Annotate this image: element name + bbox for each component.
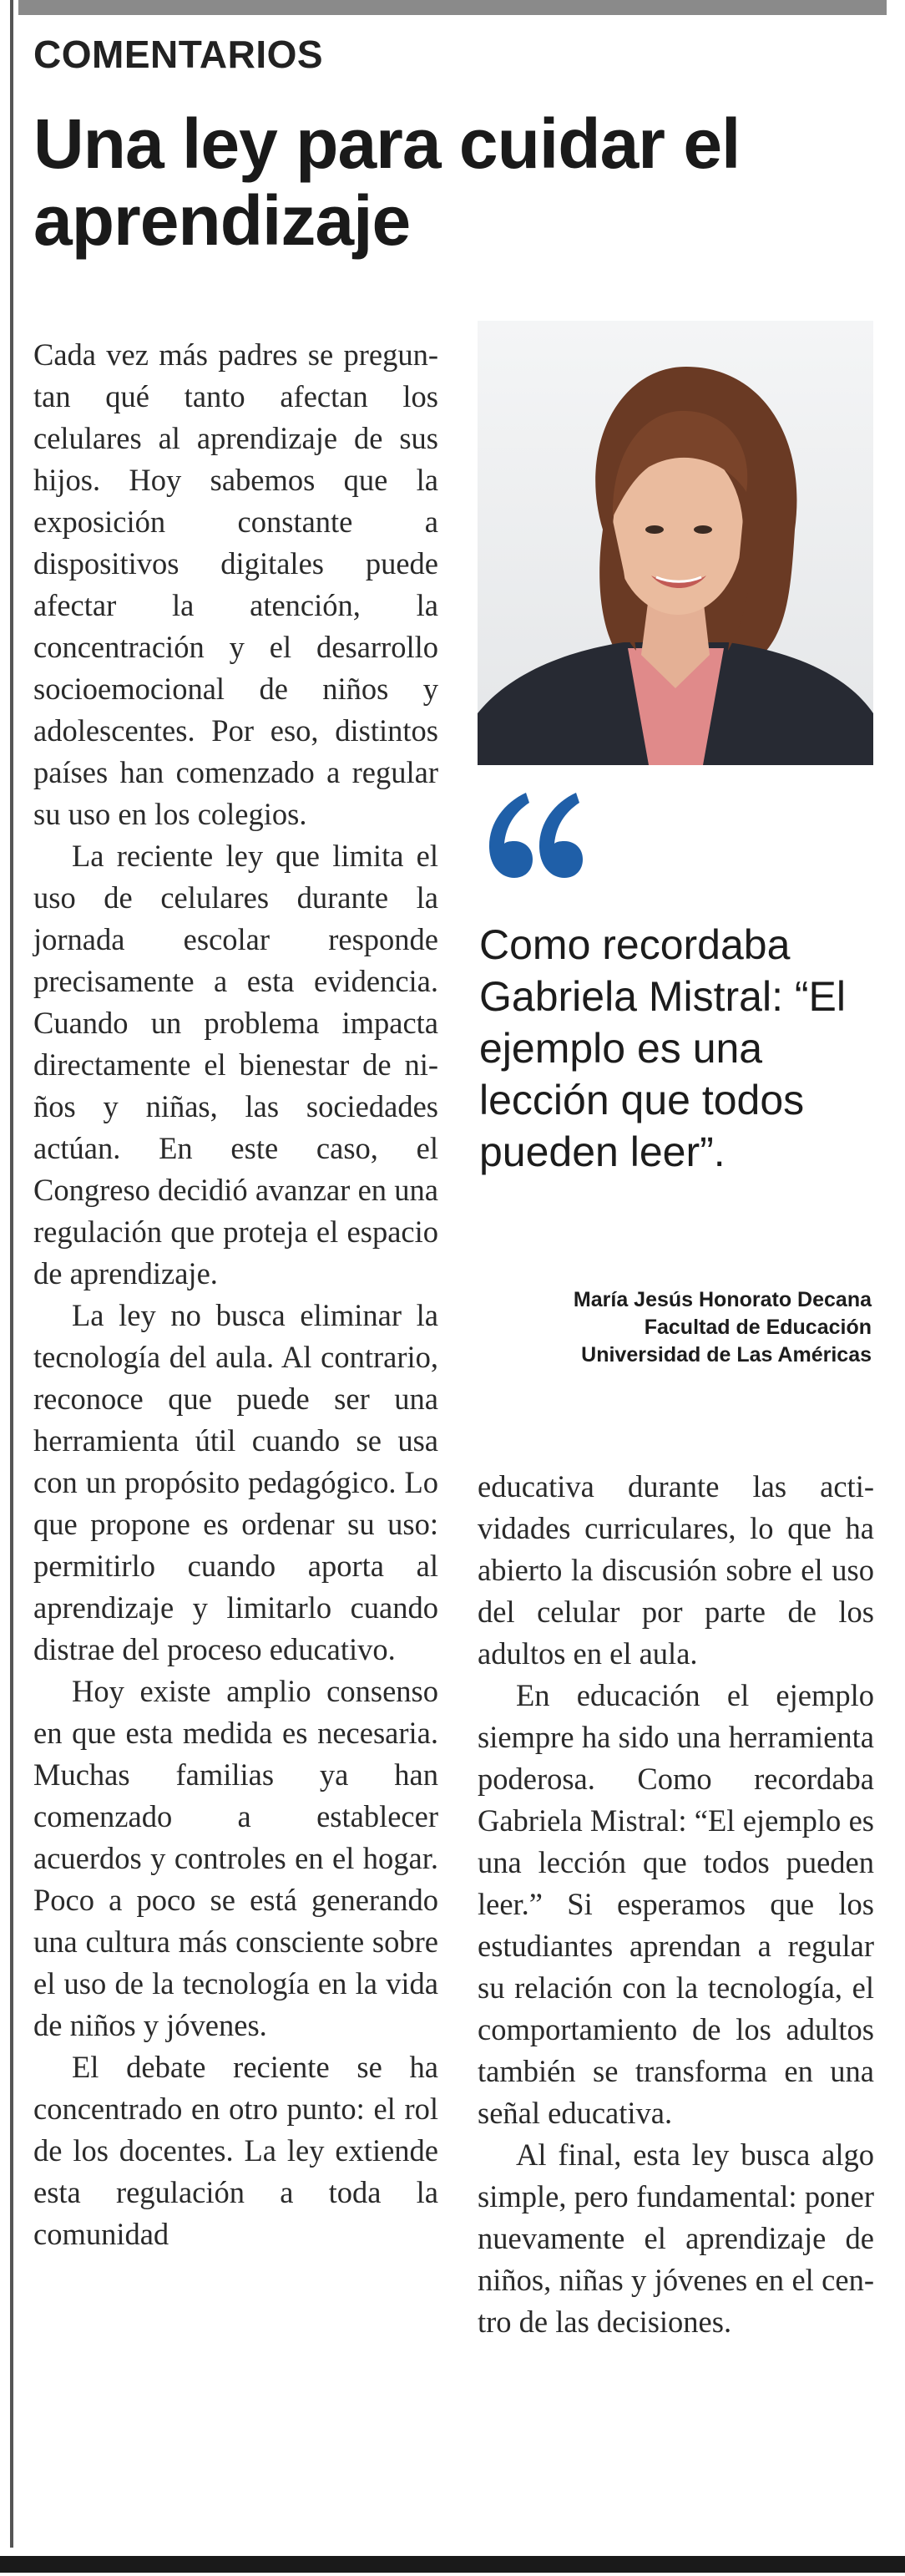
quote-mark-icon	[483, 789, 583, 881]
paragraph: El debate reciente se ha concentrado en otro punto: el rol de los docentes. La ley extiende esta regulación a toda la comunidad	[33, 2050, 438, 2251]
headline: Una ley para cuidar el aprendizaje	[33, 104, 741, 260]
author-faculty: Facultad de Educación	[644, 1316, 872, 1339]
left-column-rule	[10, 0, 13, 2548]
top-rule	[18, 0, 887, 15]
author-attribution	[479, 1286, 872, 1369]
pull-quote: Como recordaba Gabriela Mistral: “El ejemplo es una lección que todos pueden leer”.	[479, 921, 846, 1175]
paragraph: La ley no busca eliminar la tecnología del aula. Al contrario, reconoce que puede ser una herramienta útil cuando se usa con un propósito pedagógico. Lo que propone es ordenar su uso: permitirlo cuando aporta al aprendizaje y limitarlo cuando distrae del proceso educativo.	[33, 1298, 438, 1666]
section-label: COMENTARIOS	[33, 33, 324, 76]
author-portrait-image	[478, 321, 873, 765]
paragraph: La reciente ley que limita el uso de celulares durante la jornada escolar responde precisamente a esta evidencia. Cuando un problema impacta directamente el bienestar de niños y niñas, las sociedades actúan. En este caso, el Congreso decidió avanzar en una regulación que proteja el espacio de aprendizaje.	[33, 839, 438, 1291]
article-column-right	[478, 1466, 874, 2343]
paragraph: educativa durante las actividades curriculares, lo que ha abierto la discusión sobre el uso del celular por parte de los adultos en el aula.	[478, 1469, 874, 1671]
paragraph: Al final, esta ley busca algo simple, pero fundamental: poner nuevamente el aprendizaje de niños, niñas y jóvenes en el centro de las decisiones.	[478, 2137, 874, 2339]
author-university: Universidad de Las Américas	[581, 1343, 872, 1367]
bottom-rule	[0, 2556, 905, 2573]
author-portrait	[478, 321, 873, 765]
paragraph: Cada vez más padres se preguntan qué tanto afectan los celulares al aprendizaje de sus hijos. Hoy sabemos que la exposición constante a dispositivos digitales puede afectar la atención, la concentración y el desarrollo socioemocional de niños y adolescentes. Por eso, distintos países han comenzado a regular su uso en los colegios.	[33, 337, 438, 831]
paragraph: Hoy existe amplio consenso en que esta medida es necesaria. Muchas familias ya han comenzado a establecer acuerdos y controles en el hogar. Poco a poco se está generando una cultura más consciente sobre el uso de la tecnología en la vida de niños y jóvenes.	[33, 1674, 438, 2042]
author-name: María Jesús Honorato Decana	[573, 1288, 872, 1311]
article-column-left	[33, 334, 438, 2255]
paragraph: En educación el ejemplo siempre ha sido una herramienta poderosa. Como recordaba Gabriela Mistral: “El ejemplo es una lección que todos pueden leer.” Si esperamos que los estudiantes aprendan a regular su relación con la tecnología, el comportamiento de los adultos también se transforma en una señal educativa.	[478, 1678, 874, 2130]
